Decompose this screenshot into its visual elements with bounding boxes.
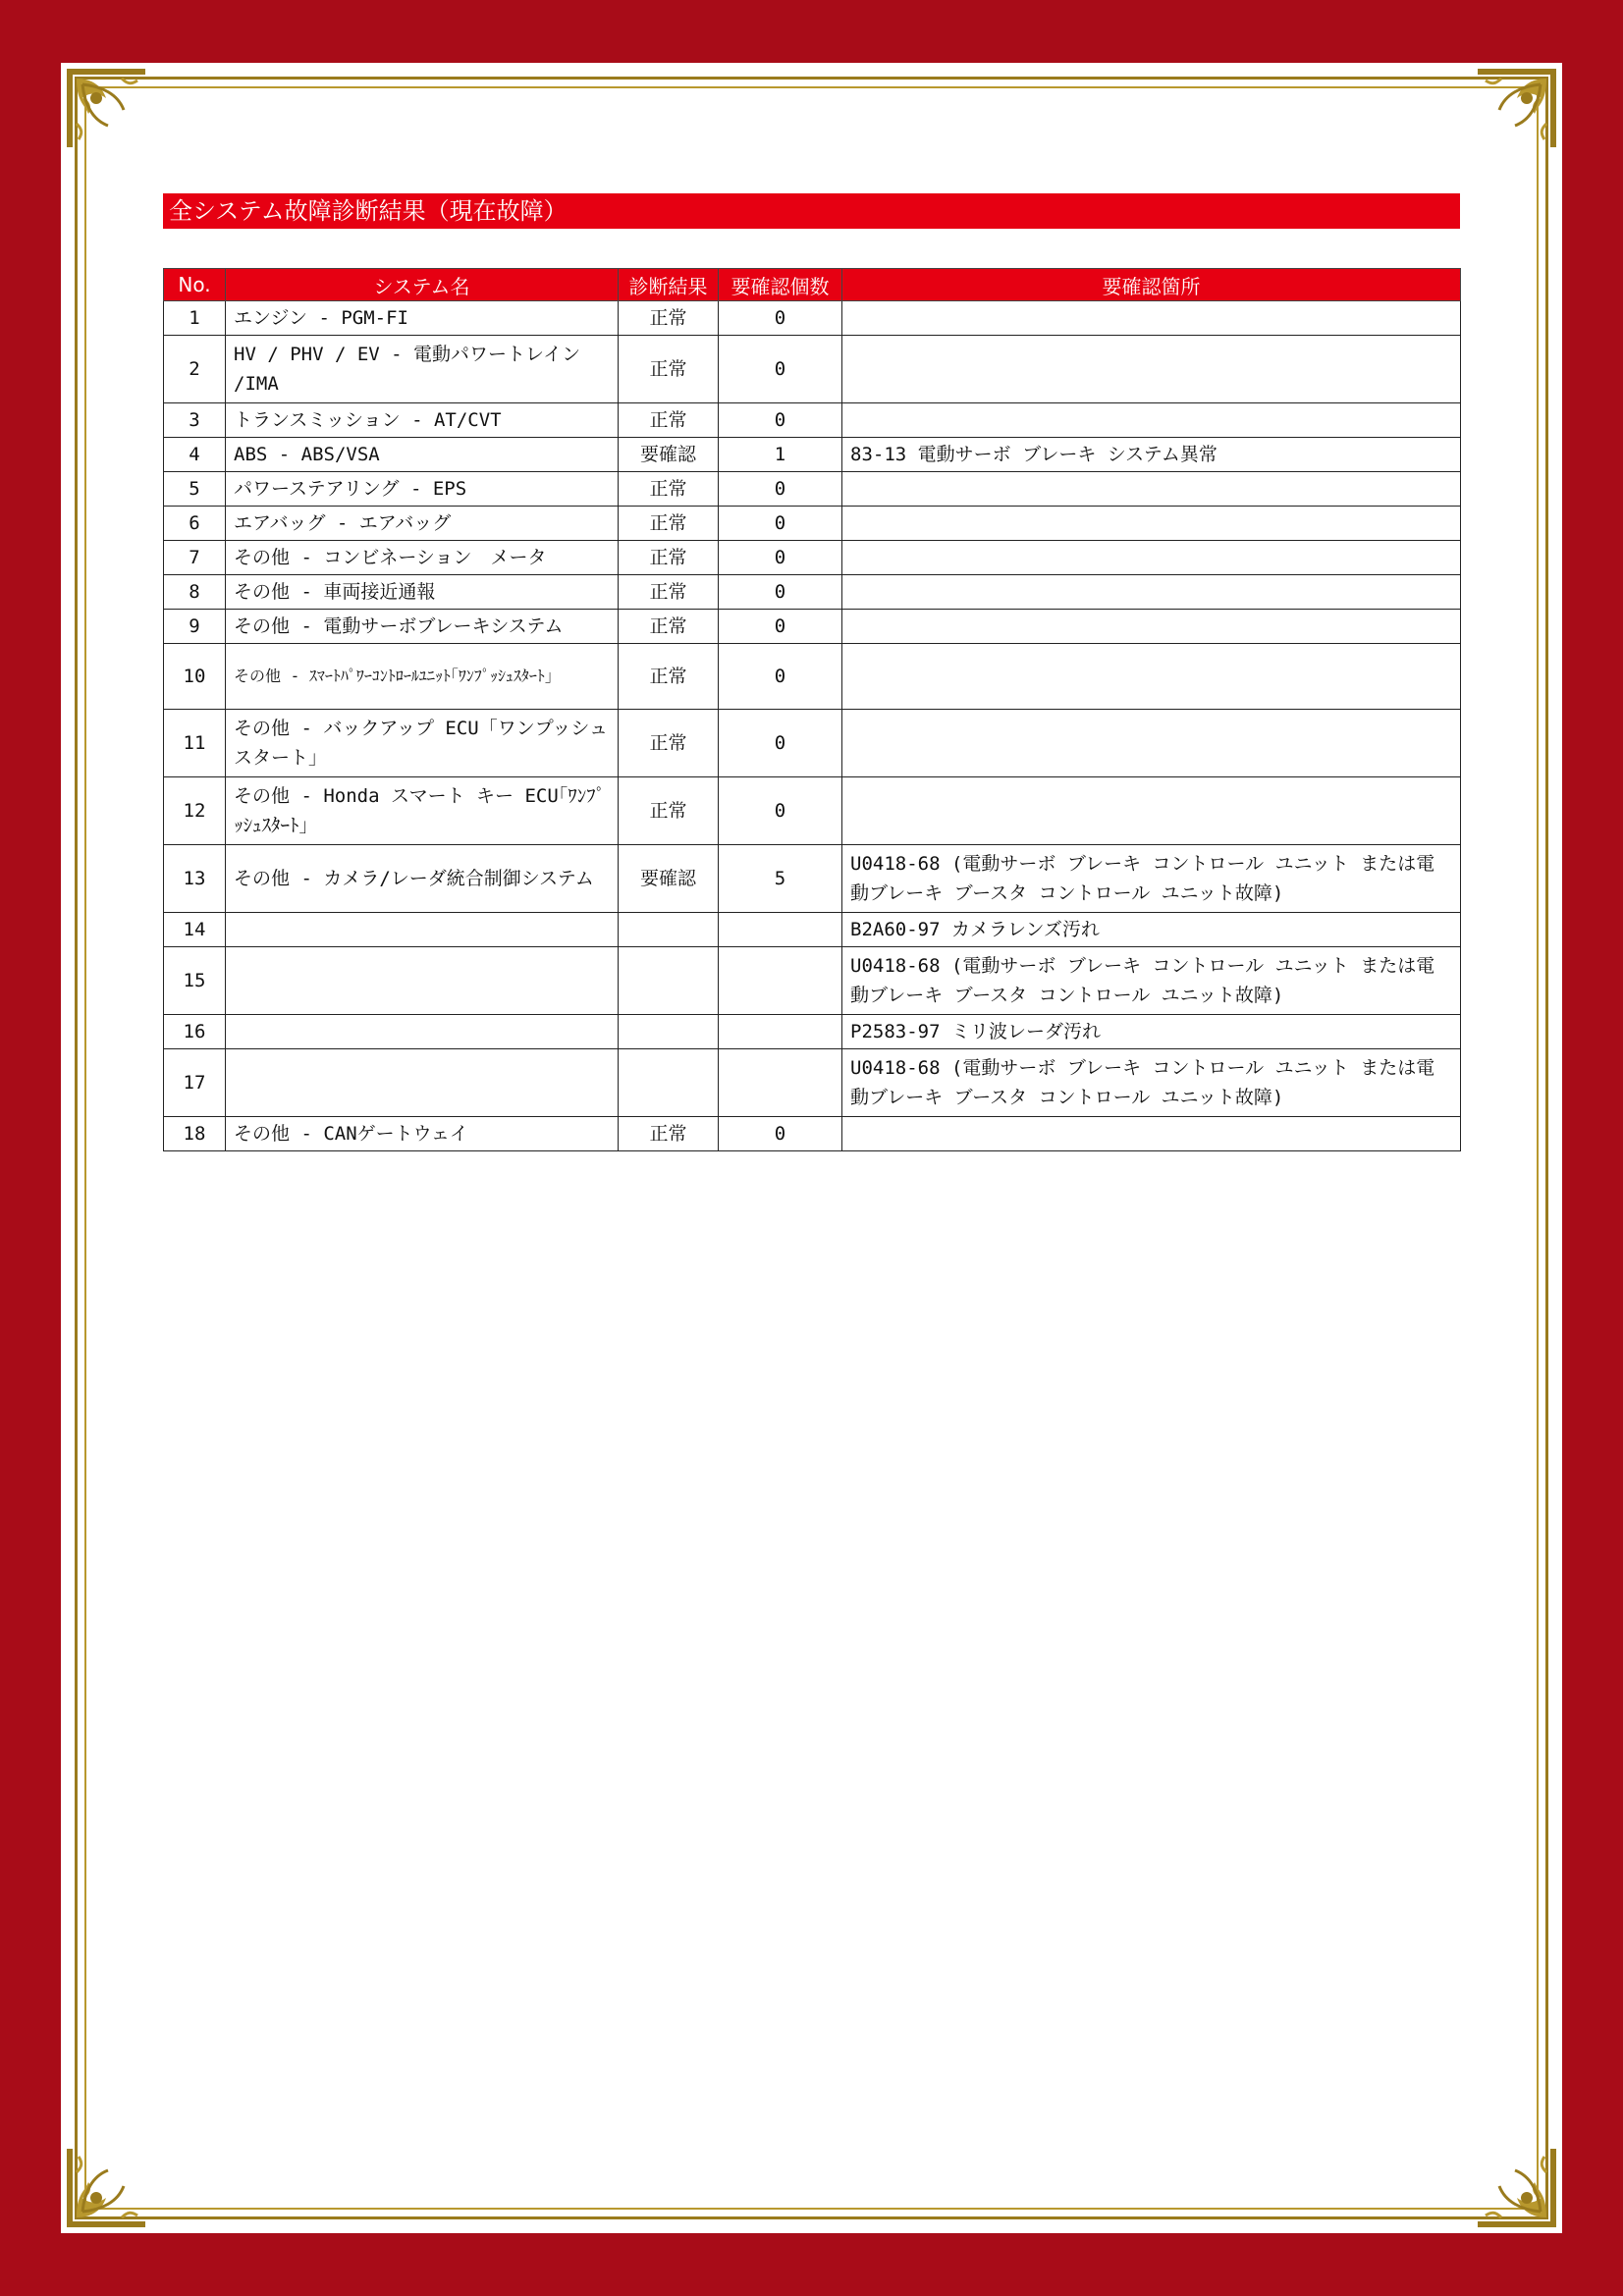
cell-count: 0 [719,1117,842,1151]
cell-system: その他 - Honda スマート キー ECU｢ﾜﾝﾌﾟｯｼｭｽﾀｰﾄ｣ [226,777,619,845]
cell-no: 11 [164,710,226,777]
cell-count: 0 [719,541,842,575]
cell-count: 0 [719,644,842,710]
cell-location [842,710,1461,777]
cell-no: 4 [164,438,226,472]
cell-result: 正常 [619,507,719,541]
cell-result: 要確認 [619,845,719,913]
cell-no: 8 [164,575,226,610]
cell-no: 6 [164,507,226,541]
cell-no: 7 [164,541,226,575]
cell-no: 5 [164,472,226,507]
table-row [164,575,1461,610]
cell-count: 5 [719,845,842,913]
table-header-row [164,269,1461,301]
cell-result: 正常 [619,644,719,710]
cell-count: 1 [719,438,842,472]
table-row [164,913,1461,947]
cell-system: トランスミッション - AT/CVT [226,403,619,438]
cell-system: その他 - CANゲートウェイ [226,1117,619,1151]
cell-location: U0418-68 (電動サーボ ブレーキ コントロール ユニット または電動ブレーキ ブースタ コントロール ユニット故障) [842,947,1461,1015]
cell-location: 83-13 電動サーボ ブレーキ システム異常 [842,438,1461,472]
cell-no: 13 [164,845,226,913]
cell-location [842,403,1461,438]
table-row [164,947,1461,1015]
cell-location: U0418-68 (電動サーボ ブレーキ コントロール ユニット または電動ブレーキ ブースタ コントロール ユニット故障) [842,1049,1461,1117]
cell-system: エンジン - PGM-FI [226,301,619,336]
cell-location [842,777,1461,845]
header-location: 要確認箇所 [842,269,1461,301]
cell-location: U0418-68 (電動サーボ ブレーキ コントロール ユニット または電動ブレーキ ブースタ コントロール ユニット故障) [842,845,1461,913]
header-count: 要確認個数 [719,269,842,301]
cell-system [226,913,619,947]
cell-location [842,644,1461,710]
cell-system [226,1015,619,1049]
cell-result: 正常 [619,710,719,777]
header-result: 診断結果 [619,269,719,301]
cell-count: 0 [719,403,842,438]
cell-no: 18 [164,1117,226,1151]
cell-system: その他 - カメラ/レーダ統合制御システム [226,845,619,913]
cell-location [842,507,1461,541]
cell-system: エアバッグ - エアバッグ [226,507,619,541]
table-row [164,710,1461,777]
cell-no: 14 [164,913,226,947]
table-row [164,644,1461,710]
table-row [164,1015,1461,1049]
cell-result [619,913,719,947]
cell-location: B2A60-97 カメラレンズ汚れ [842,913,1461,947]
cell-result [619,1049,719,1117]
cell-system: ABS - ABS/VSA [226,438,619,472]
cell-location [842,1117,1461,1151]
corner-ornament-icon [1474,2145,1560,2231]
cell-system: その他 - 車両接近通報 [226,575,619,610]
section-title: 全システム故障診断結果（現在故障） [163,193,1460,229]
cell-location [842,336,1461,403]
cell-no: 3 [164,403,226,438]
table-row [164,1117,1461,1151]
cell-result: 正常 [619,1117,719,1151]
cell-result: 正常 [619,472,719,507]
cell-system: パワーステアリング - EPS [226,472,619,507]
cell-system [226,947,619,1015]
cell-count: 0 [719,710,842,777]
corner-ornament-icon [1474,65,1560,151]
cell-result: 正常 [619,403,719,438]
cell-no: 12 [164,777,226,845]
cell-result: 正常 [619,610,719,644]
cell-location [842,472,1461,507]
cell-no: 15 [164,947,226,1015]
header-no: No. [164,269,226,301]
corner-ornament-icon [63,2145,149,2231]
table-row [164,1049,1461,1117]
cell-result [619,1015,719,1049]
table-row [164,472,1461,507]
cell-system: その他 - ｽﾏｰﾄﾊﾟﾜｰｺﾝﾄﾛｰﾙﾕﾆｯﾄ｢ﾜﾝﾌﾟｯｼｭｽﾀｰﾄ｣ [226,644,619,710]
cell-location [842,610,1461,644]
header-system-name: システム名 [226,269,619,301]
cell-result: 正常 [619,575,719,610]
cell-result: 要確認 [619,438,719,472]
cell-result: 正常 [619,336,719,403]
cell-count: 0 [719,777,842,845]
table-row [164,541,1461,575]
corner-ornament-icon [63,65,149,151]
cell-no: 1 [164,301,226,336]
cell-no: 10 [164,644,226,710]
cell-count [719,947,842,1015]
cell-no: 2 [164,336,226,403]
cell-no: 17 [164,1049,226,1117]
cell-system [226,1049,619,1117]
cell-system: その他 - コンビネーション メータ [226,541,619,575]
cell-system: その他 - バックアップ ECU「ワンプッシュスタート」 [226,710,619,777]
table-row [164,777,1461,845]
table-row [164,610,1461,644]
table-row [164,336,1461,403]
cell-count: 0 [719,301,842,336]
cell-system: HV / PHV / EV - 電動パワートレイン /IMA [226,336,619,403]
diagnosis-table [163,268,1461,1151]
cell-count [719,1049,842,1117]
cell-count: 0 [719,507,842,541]
cell-count: 0 [719,472,842,507]
cell-result [619,947,719,1015]
cell-count: 0 [719,575,842,610]
cell-result: 正常 [619,301,719,336]
table-row [164,301,1461,336]
table-row [164,438,1461,472]
cell-location [842,301,1461,336]
cell-count: 0 [719,336,842,403]
table-row [164,845,1461,913]
cell-count: 0 [719,610,842,644]
cell-result: 正常 [619,777,719,845]
cell-result: 正常 [619,541,719,575]
cell-location: P2583-97 ミリ波レーダ汚れ [842,1015,1461,1049]
cell-no: 16 [164,1015,226,1049]
table-row [164,507,1461,541]
cell-no: 9 [164,610,226,644]
cell-location [842,575,1461,610]
table-row [164,403,1461,438]
cell-count [719,913,842,947]
cell-count [719,1015,842,1049]
cell-location [842,541,1461,575]
cell-system: その他 - 電動サーボブレーキシステム [226,610,619,644]
